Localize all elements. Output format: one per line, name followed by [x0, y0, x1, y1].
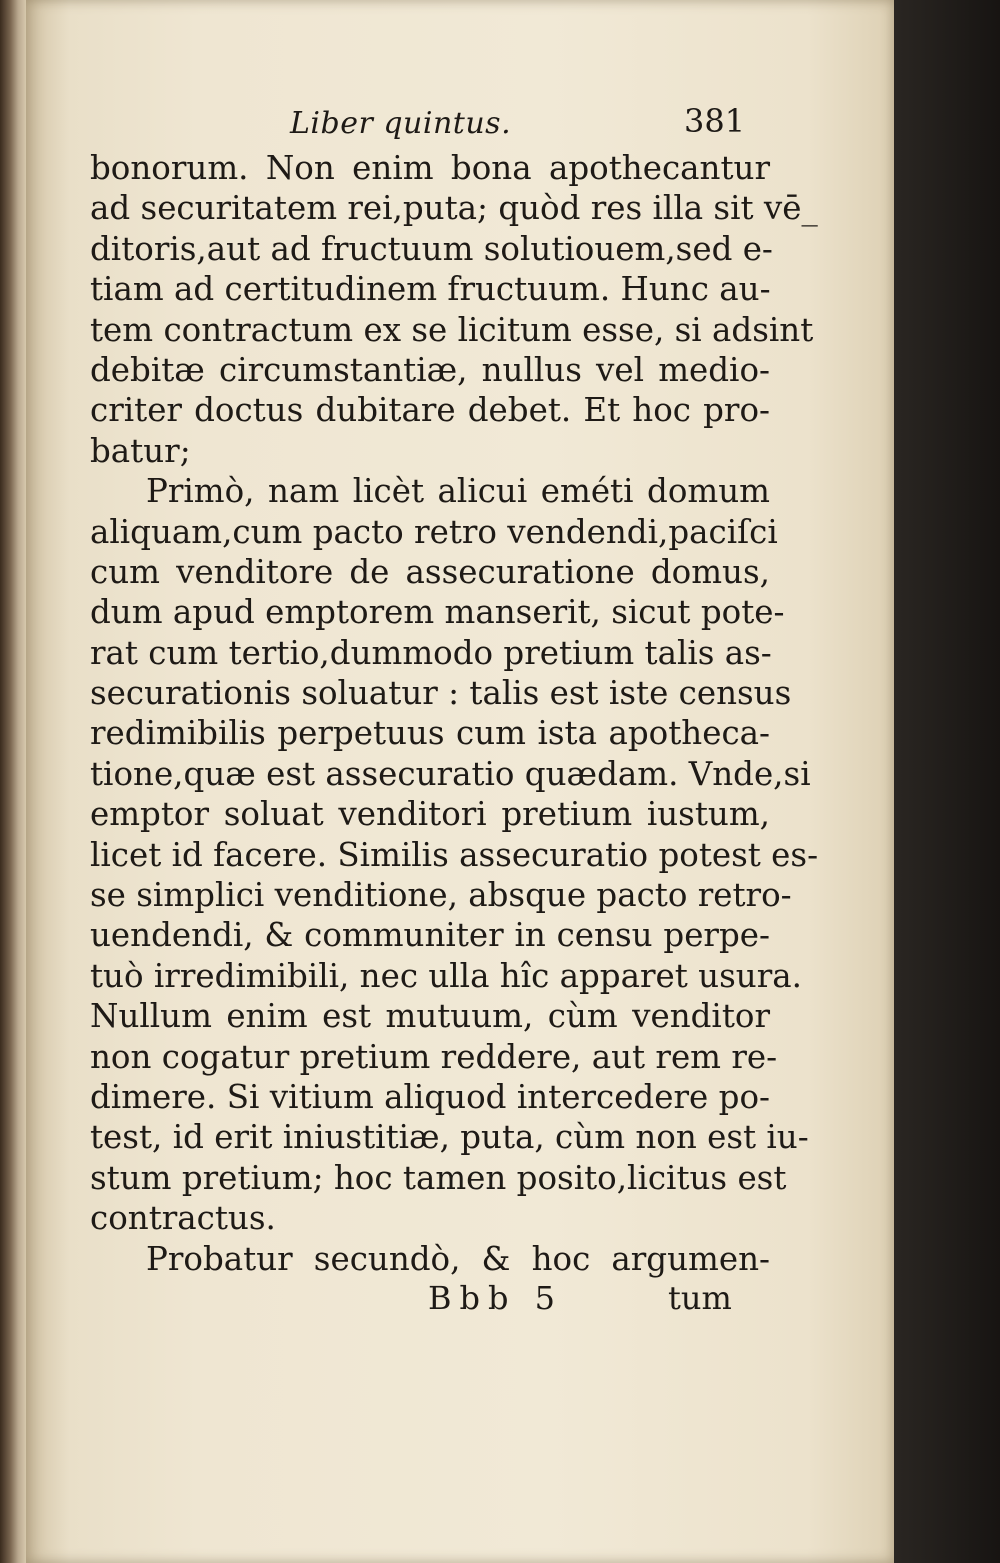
- text-line: redimibilis perpetuus cum ista apotheca-: [90, 714, 770, 753]
- text-line: contractus.: [90, 1199, 276, 1238]
- text-line: rat cum tertio,dummodo pretium talis as-: [90, 633, 772, 672]
- catchword: tum: [668, 1278, 732, 1317]
- page-text-block: [90, 100, 819, 1321]
- footer-row: [90, 1279, 770, 1321]
- running-head: [90, 100, 770, 148]
- text-line: tuò irredimibili, nec ulla hîc apparet usura.: [90, 956, 802, 995]
- text-line: tiam ad certitudinem fructuum. Hunc au-: [90, 270, 771, 309]
- text-line: emptor soluat venditori pretium iustum,: [90, 795, 770, 834]
- text-line: stum pretium; hoc tamen posito,licitus est: [90, 1158, 787, 1197]
- book-spine: [0, 0, 26, 1563]
- text-line: uendendi, & communiter in censu perpe-: [90, 916, 770, 955]
- text-line: se simplici venditione, absque pacto retro-: [90, 876, 792, 915]
- text-line: Primò, nam licèt alicui eméti domum: [146, 472, 770, 511]
- text-line: aliquam,cum pacto retro vendendi,paciſci: [90, 512, 778, 551]
- text-line: tem contractum ex se licitum esse, si adsint: [90, 310, 814, 349]
- text-line: dimere. Si vitium aliquod intercedere po-: [90, 1077, 770, 1116]
- text-line: test, id erit iniustitiæ, puta, cùm non est iu-: [90, 1118, 809, 1157]
- text-line: debitæ circumstantiæ, nullus vel medio-: [90, 350, 770, 389]
- signature-mark: Bbb 5: [428, 1278, 564, 1317]
- text-line: batur;: [90, 431, 191, 470]
- text-line: Probatur secundò, & hoc argumen-: [146, 1239, 770, 1278]
- page-number: 381: [684, 102, 746, 140]
- text-line: securationis soluatur : talis est iste census: [90, 674, 792, 713]
- text-line: bonorum. Non enim bona apothecantur: [90, 149, 770, 187]
- text-line: ditoris,aut ad fructuum solutiouem,sed e-: [90, 229, 773, 268]
- dark-background-edge: [894, 0, 1000, 1563]
- text-line: ad securitatem rei,puta; quòd res illa sit vē_: [90, 189, 818, 228]
- text-line: tione,quæ est assecuratio quædam. Vnde,si: [90, 754, 811, 793]
- text-line: Nullum enim est mutuum, cùm venditor: [90, 997, 770, 1036]
- running-title: Liber quintus.: [290, 106, 512, 141]
- text-line: criter doctus dubitare debet. Et hoc pro-: [90, 391, 770, 430]
- text-line: non cogatur pretium reddere, aut rem re-: [90, 1037, 778, 1076]
- text-line: licet id facere. Similis assecuratio potest es-: [90, 835, 819, 874]
- text-line: dum apud emptorem manserit, sicut pote-: [90, 593, 785, 632]
- body-text: [90, 148, 819, 1279]
- text-line: cum venditore de assecuratione domus,: [90, 552, 770, 591]
